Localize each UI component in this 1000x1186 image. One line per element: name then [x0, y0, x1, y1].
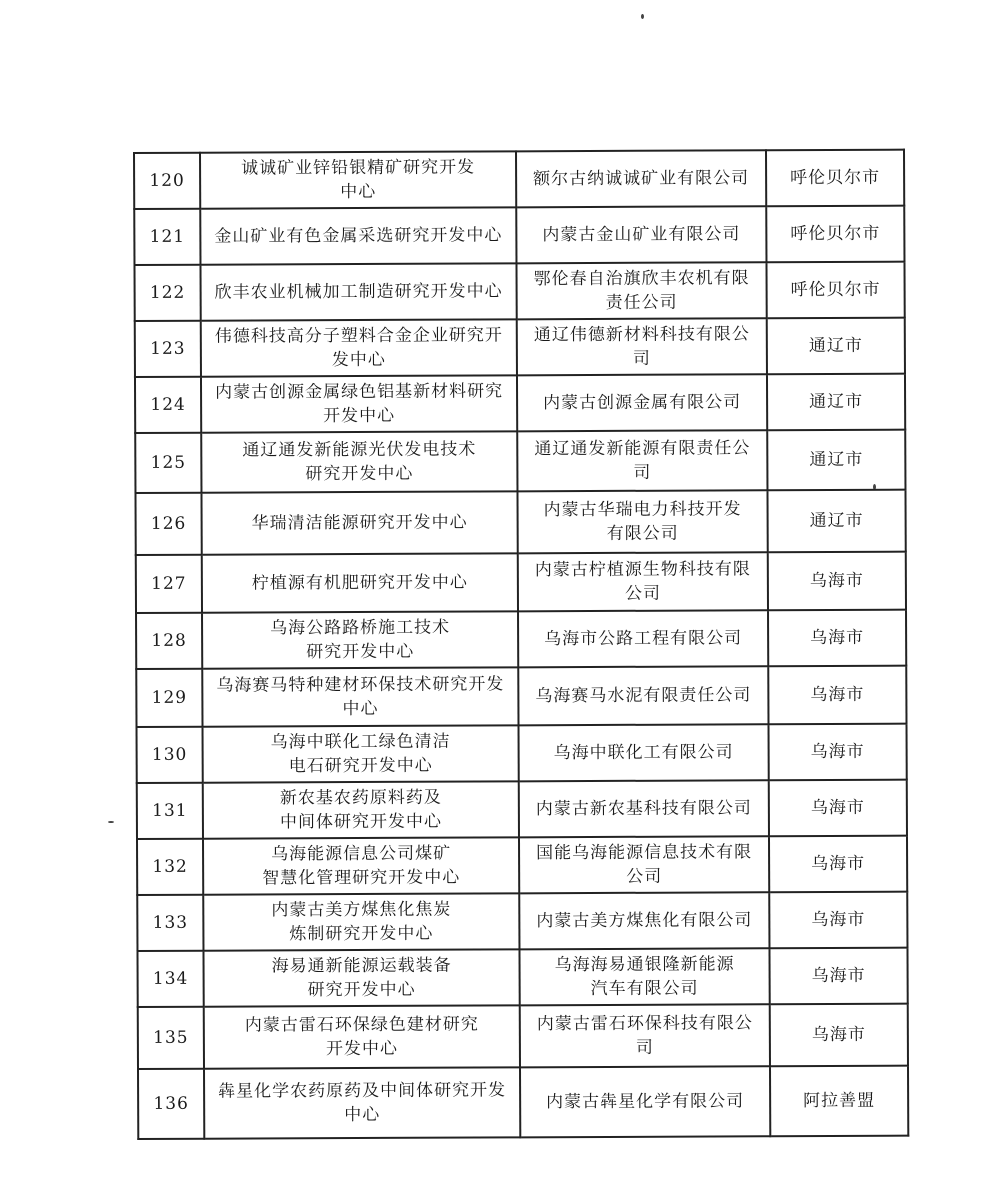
table-row	[135, 430, 905, 493]
center-name-cell	[203, 781, 519, 838]
city-name: 乌海市	[810, 741, 865, 763]
company-name: 内蒙古雷石环保科技有限公 司	[536, 1013, 753, 1058]
city-name: 呼伦贝尔市	[790, 279, 881, 301]
center-name-cell	[202, 611, 518, 668]
center-name: 新农基农药原料药及 中间体研究开发中心	[279, 787, 442, 833]
table-row	[137, 948, 907, 1007]
company-name-cell	[517, 490, 767, 553]
row-number-cell	[138, 1069, 204, 1139]
city-name-cell	[767, 430, 905, 491]
city-name-cell	[767, 490, 905, 553]
center-name-cell	[201, 319, 517, 376]
company-name-cell	[520, 1066, 770, 1137]
company-name-cell	[519, 948, 769, 1005]
city-name-cell	[770, 1004, 908, 1067]
company-name: 乌海市公路工程有限公司	[544, 628, 743, 650]
city-name: 阿拉善盟	[803, 1090, 876, 1112]
row-number: 120	[149, 170, 185, 191]
city-name: 呼伦贝尔市	[790, 167, 881, 189]
center-name: 诚诚矿业锌铅银精矿研究开发 中心	[241, 157, 476, 203]
center-name: 柠植源有机肥研究开发中心	[251, 572, 468, 594]
row-number: 131	[152, 800, 188, 821]
center-name-cell	[203, 837, 519, 894]
row-number: 136	[153, 1093, 189, 1114]
center-name-cell	[204, 1067, 520, 1138]
company-name-cell	[520, 1004, 770, 1067]
city-name: 通辽市	[808, 335, 863, 357]
city-name-cell	[768, 666, 906, 725]
row-number-cell	[136, 669, 202, 727]
row-number: 123	[150, 338, 186, 359]
city-name-cell	[769, 724, 907, 781]
city-name-cell	[768, 610, 906, 667]
scan-speck	[641, 14, 644, 19]
center-name-cell	[203, 893, 519, 950]
city-name-cell	[766, 150, 904, 207]
city-name-cell	[769, 892, 907, 949]
city-name: 乌海市	[811, 853, 866, 875]
company-name-cell	[516, 150, 766, 207]
row-number-cell	[135, 377, 201, 433]
center-name-cell	[202, 667, 518, 726]
company-name-cell	[516, 262, 766, 319]
company-name-cell	[519, 836, 769, 893]
center-name-cell	[201, 431, 517, 492]
row-number-cell	[137, 783, 203, 839]
city-name-cell	[767, 318, 905, 375]
company-name-cell	[519, 780, 769, 837]
row-number-cell	[137, 895, 203, 951]
row-number: 127	[151, 573, 187, 594]
center-name-cell	[200, 207, 516, 264]
company-name: 内蒙古犇星化学有限公司	[546, 1091, 745, 1113]
center-name: 犇星化学农药原药及中间体研究开发 中心	[218, 1080, 507, 1126]
table-row	[136, 610, 906, 669]
table-row	[137, 724, 907, 783]
row-number: 126	[150, 513, 187, 534]
center-name-cell	[201, 491, 517, 554]
company-name: 内蒙古柠植源生物科技有限 公司	[534, 559, 751, 604]
company-name-cell	[518, 666, 768, 725]
row-number: 134	[152, 968, 189, 989]
row-number-cell	[137, 951, 203, 1007]
row-number: 133	[152, 912, 189, 933]
center-name: 海易通新能源运载装备 研究开发中心	[271, 955, 452, 1001]
company-name: 通辽伟德新材料科技有限公 司	[533, 324, 750, 369]
table-body	[134, 150, 908, 1139]
center-name-cell	[203, 725, 519, 782]
city-name: 通辽市	[809, 510, 864, 532]
company-name: 乌海中联化工有限公司	[553, 742, 734, 764]
row-number-cell	[134, 265, 200, 321]
company-name: 鄂伦春自治旗欣丰农机有限 责任公司	[533, 268, 750, 313]
table-row	[137, 892, 907, 951]
city-name: 乌海市	[810, 797, 865, 819]
center-name: 内蒙古美方煤焦化焦炭 炼制研究开发中心	[271, 899, 452, 945]
center-name-cell	[200, 151, 516, 208]
row-number-cell	[136, 555, 202, 613]
research-center-table	[133, 149, 909, 1140]
center-name: 内蒙古雷石环保绿色建材研究 开发中心	[244, 1014, 479, 1060]
city-name: 乌海市	[811, 909, 866, 931]
center-name: 乌海公路路桥施工技术 研究开发中心	[270, 617, 451, 663]
city-name-cell	[767, 374, 905, 431]
city-name: 乌海市	[810, 627, 865, 649]
city-name-cell	[769, 836, 907, 893]
center-name: 乌海中联化工绿色清洁 电石研究开发中心	[270, 731, 451, 777]
center-name: 伟德科技高分子塑料合金企业研究开 发中心	[214, 325, 503, 371]
row-number: 122	[149, 282, 186, 303]
row-number-cell	[135, 321, 201, 377]
company-name-cell	[519, 892, 769, 949]
company-name: 内蒙古金山矿业有限公司	[542, 224, 741, 246]
row-number-cell	[134, 209, 200, 265]
table-row	[134, 206, 904, 265]
company-name: 内蒙古华瑞电力科技开发 有限公司	[543, 499, 742, 544]
row-number-cell	[136, 613, 202, 669]
city-name: 通辽市	[809, 391, 864, 413]
center-name-cell	[201, 375, 517, 432]
company-name-cell	[519, 724, 769, 781]
city-name: 乌海市	[811, 1024, 866, 1046]
company-name: 内蒙古美方煤焦化有限公司	[536, 910, 753, 932]
center-name: 乌海赛马特种建材环保技术研究开发 中心	[216, 674, 505, 720]
city-name-cell	[766, 262, 904, 319]
city-name: 通辽市	[809, 449, 864, 471]
row-number: 124	[150, 394, 186, 415]
company-name-cell	[517, 374, 767, 431]
center-name: 通辽通发新能源光伏发电技术 研究开发中心	[242, 439, 477, 485]
city-name: 呼伦贝尔市	[790, 223, 881, 245]
city-name-cell	[769, 948, 907, 1005]
center-name-cell	[203, 949, 519, 1006]
scan-speck	[108, 821, 114, 823]
row-number: 135	[153, 1027, 189, 1048]
row-number-cell	[135, 433, 201, 493]
row-number-cell	[138, 1007, 204, 1069]
center-name: 金山矿业有色金属采选研究开发中心	[214, 225, 503, 247]
center-name: 乌海能源信息公司煤矿 智慧化管理研究开发中心	[262, 843, 461, 889]
city-name: 乌海市	[809, 570, 864, 592]
row-number: 130	[151, 744, 188, 765]
company-name-cell	[517, 318, 767, 375]
table-row	[136, 666, 906, 727]
row-number-cell	[137, 839, 203, 895]
center-name: 内蒙古创源金属绿色铝基新材料研究 开发中心	[215, 381, 504, 427]
row-number-cell	[137, 727, 203, 783]
city-name-cell	[770, 1066, 908, 1137]
row-number: 128	[151, 630, 187, 651]
row-number: 121	[149, 226, 186, 247]
table-row	[136, 552, 906, 613]
table-row	[137, 836, 907, 895]
table-row	[135, 318, 905, 377]
company-name-cell	[518, 552, 768, 611]
table-row	[134, 150, 904, 209]
company-name: 内蒙古创源金属有限公司	[543, 392, 742, 414]
company-name: 乌海赛马水泥有限责任公司	[535, 685, 752, 707]
table-row	[138, 1066, 908, 1139]
table-row	[137, 780, 907, 839]
city-name: 乌海市	[810, 684, 865, 706]
company-name: 通辽通发新能源有限责任公 司	[534, 438, 751, 483]
row-number: 132	[152, 856, 188, 877]
table-row	[135, 374, 905, 433]
company-name-cell	[518, 610, 768, 667]
center-name-cell	[200, 263, 516, 320]
row-number-cell	[135, 493, 201, 555]
table-row	[134, 262, 904, 321]
company-name-cell	[517, 430, 767, 491]
table-row	[135, 490, 905, 555]
table-row	[138, 1004, 908, 1069]
company-name: 乌海海易通银隆新能源 汽车有限公司	[554, 954, 735, 1000]
city-name-cell	[769, 780, 907, 837]
center-name-cell	[204, 1005, 520, 1068]
city-name: 乌海市	[811, 965, 866, 987]
company-name: 内蒙古新农基科技有限公司	[535, 798, 752, 820]
row-number-cell	[134, 153, 200, 209]
city-name-cell	[768, 552, 906, 611]
row-number: 129	[151, 687, 188, 708]
company-name: 额尔古纳诚诚矿业有限公司	[533, 168, 750, 190]
city-name-cell	[766, 206, 904, 263]
row-number: 125	[150, 452, 187, 473]
center-name: 华瑞清洁能源研究开发中心	[251, 512, 468, 534]
company-name-cell	[516, 206, 766, 263]
center-name: 欣丰农业机械加工制造研究开发中心	[214, 281, 503, 303]
center-name-cell	[202, 553, 518, 612]
company-name: 国能乌海能源信息技术有限 公司	[536, 842, 753, 887]
